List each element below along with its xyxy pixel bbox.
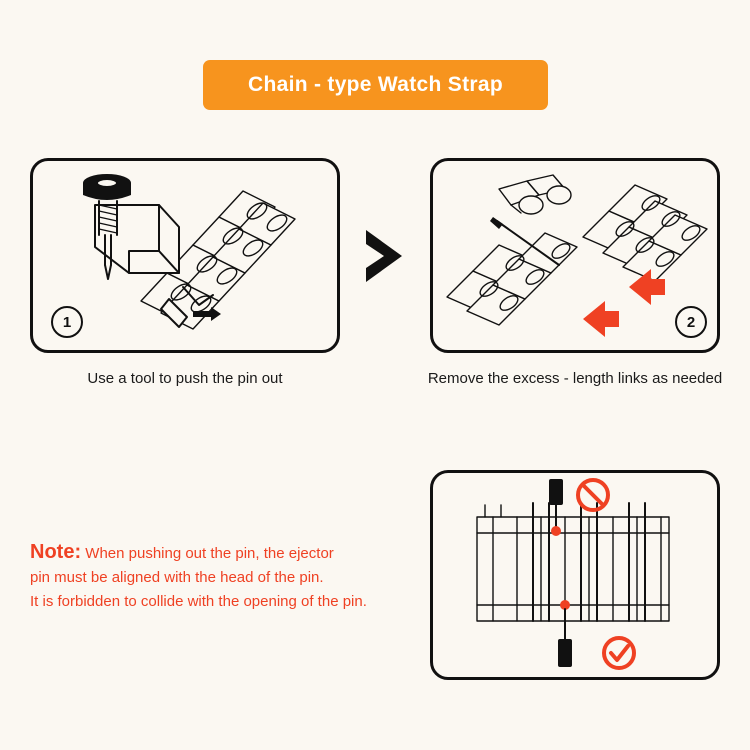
step-2-badge: 2 <box>675 306 707 338</box>
chevron-right-arrow-icon <box>358 228 410 284</box>
prohibition-sign-icon <box>578 480 608 510</box>
step-2-caption: Remove the excess - length links as needed <box>427 370 723 387</box>
check-circle-icon <box>604 638 634 668</box>
note-line-1: When pushing out the pin, the ejector <box>85 545 334 562</box>
pin-alignment-detail-panel <box>430 470 720 680</box>
note-line-2: pin must be aligned with the head of the pin. <box>30 569 324 586</box>
page-title: Chain - type Watch Strap <box>248 73 503 96</box>
title-banner <box>203 60 548 110</box>
pin-alignment-illustration <box>433 473 717 677</box>
note-label: Note: <box>30 541 82 563</box>
step-1-caption: Use a tool to push the pin out <box>87 370 283 387</box>
note-block <box>30 540 420 614</box>
step-2-panel <box>430 158 720 353</box>
step-1-badge: 1 <box>51 306 83 338</box>
note-line-3: It is forbidden to collide with the opening of the pin. <box>30 593 367 610</box>
step-1-panel <box>30 158 340 353</box>
